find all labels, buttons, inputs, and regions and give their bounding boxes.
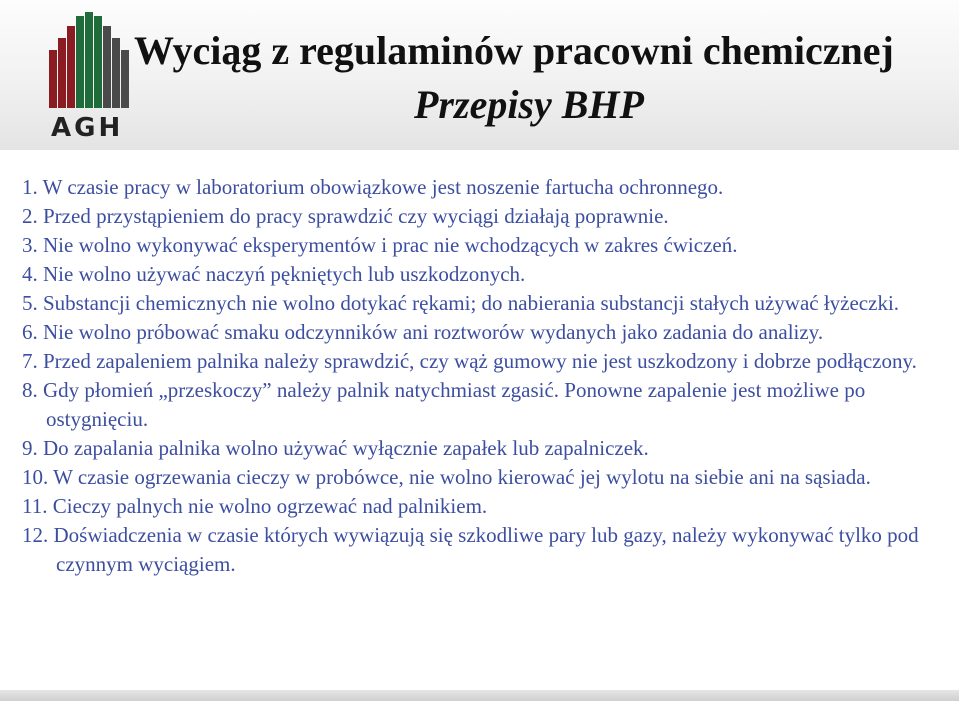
rule-number: 11. xyxy=(22,494,48,518)
rule-text: Przed przystąpieniem do pracy sprawdzić czy wyciągi działają poprawnie. xyxy=(43,204,669,228)
page-title: Wyciąg z regulaminów pracowni chemicznej xyxy=(134,28,894,73)
rule-item xyxy=(22,521,942,579)
rule-item xyxy=(22,289,942,318)
rule-item xyxy=(22,202,942,231)
rule-text: Nie wolno używać naczyń pękniętych lub uszkodzonych. xyxy=(43,262,526,286)
rule-text: Substancji chemicznych nie wolno dotykać rękami; do nabierania substancji stałych używać łyżeczki. xyxy=(43,291,900,315)
rule-item xyxy=(22,260,942,289)
rule-text: Nie wolno wykonywać eksperymentów i prac nie wchodzących w zakres ćwiczeń. xyxy=(43,233,738,257)
agh-logo xyxy=(49,12,129,143)
rule-item xyxy=(22,347,942,376)
rule-text: Do zapalania palnika wolno używać wyłącznie zapałek lub zapalniczek. xyxy=(43,436,649,460)
rule-number: 8. xyxy=(22,378,38,402)
rule-item xyxy=(22,463,942,492)
bottom-bar xyxy=(0,690,959,701)
rule-number: 10. xyxy=(22,465,49,489)
rule-item xyxy=(22,434,942,463)
rule-item xyxy=(22,231,942,260)
rule-text: Przed zapaleniem palnika należy sprawdzić, czy wąż gumowy nie jest uszkodzony i dobrze podłączony. xyxy=(43,349,917,373)
rule-number: 7. xyxy=(22,349,38,373)
rule-text: W czasie ogrzewania cieczy w probówce, nie wolno kierować jej wylotu na siebie ani na sąsiada. xyxy=(53,465,871,489)
rule-text: Gdy płomień „przeskoczy” należy palnik natychmiast zgasić. Ponowne zapalenie jest możliwe po ostygnięciu. xyxy=(43,378,866,431)
rule-item xyxy=(22,318,942,347)
rule-number: 4. xyxy=(22,262,38,286)
agh-logo-text: AGH xyxy=(51,113,124,143)
rule-number: 9. xyxy=(22,436,38,460)
rule-text: Cieczy palnych nie wolno ogrzewać nad palnikiem. xyxy=(52,494,488,518)
rule-number: 1. xyxy=(22,175,38,199)
rules-list xyxy=(22,173,942,579)
rule-number: 2. xyxy=(22,204,38,228)
rule-text: Doświadczenia w czasie których wywiązują się szkodliwe pary lub gazy, należy wykonywać tylko pod czynnym wyciągiem. xyxy=(53,523,919,576)
rule-item xyxy=(22,492,942,521)
rule-item xyxy=(22,173,942,202)
rule-number: 12. xyxy=(22,523,49,547)
rule-item xyxy=(22,376,942,434)
rule-text: Nie wolno próbować smaku odczynników ani roztworów wydanych jako zadania do analizy. xyxy=(43,320,824,344)
header xyxy=(0,0,959,150)
agh-logo-icon xyxy=(49,12,129,108)
page-subtitle: Przepisy BHP xyxy=(414,82,644,127)
rule-number: 6. xyxy=(22,320,38,344)
rule-number: 5. xyxy=(22,291,38,315)
rule-number: 3. xyxy=(22,233,38,257)
rule-text: W czasie pracy w laboratorium obowiązkowe jest noszenie fartucha ochronnego. xyxy=(42,175,724,199)
